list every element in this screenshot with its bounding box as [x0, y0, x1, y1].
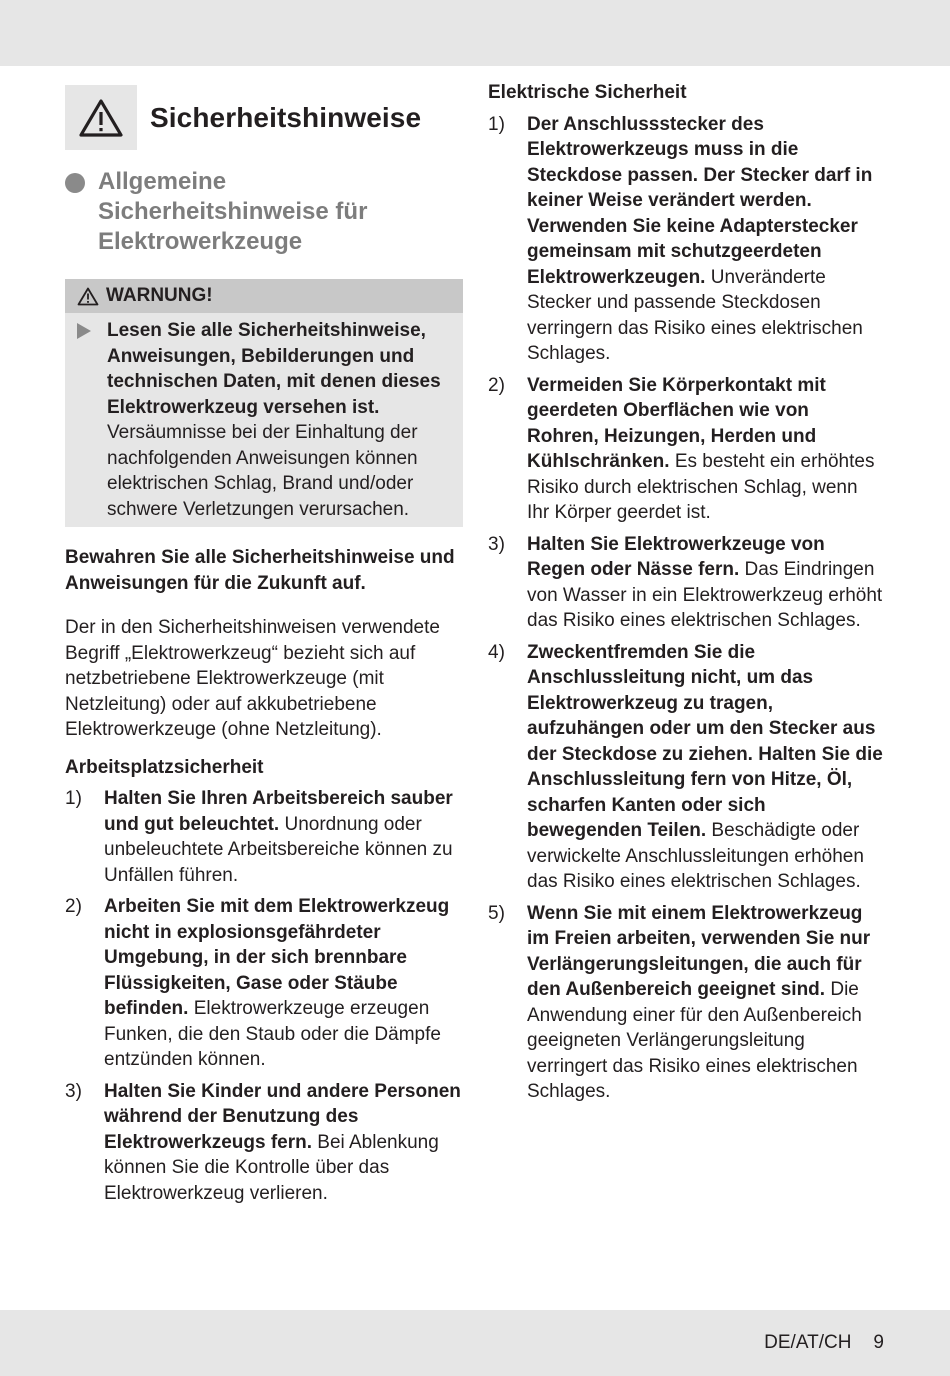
bullet-dot-icon	[65, 173, 85, 193]
list-item	[65, 894, 463, 1073]
list-item	[65, 1079, 463, 1207]
header-band	[0, 0, 950, 66]
list-number: 1)	[488, 113, 505, 135]
footer-region: DE/AT/CH	[764, 1332, 852, 1353]
list-number: 3)	[65, 1080, 82, 1102]
keep-notice: Bewahren Sie alle Sicherheitshinweise und Anweisungen für die Zukunft auf.	[65, 547, 455, 594]
warning-header	[65, 279, 463, 313]
list-number: 4)	[488, 641, 505, 663]
item-plain-text: Bei Ablenkung können Sie die Kontrolle über das Elektrowerkzeug verlieren.	[104, 1131, 439, 1204]
item-bold-text: Vermeiden Sie Körperkontakt mit geerdeten Oberflächen wie von Rohren, Heizungen, Herden und Kühlschränken.	[527, 374, 826, 472]
item-bold-text: Halten Sie Elektrowerkzeuge von Regen oder Nässe fern.	[527, 533, 825, 580]
item-bold-text: Zweckentfremden Sie die Anschlussleitung nicht, um das Elektrowerkzeug zu tragen, aufzuhängen oder um den Stecker aus der Steckdose zu ziehen. Halten Sie die Anschlussleitung fern von Hitze, Öl, scharfen Kanten oder sich bewegenden Teilen.	[527, 641, 883, 841]
item-plain-text: Elektrowerkzeuge erzeugen Funken, die den Staub oder die Dämpfe entzünden können.	[104, 998, 441, 1070]
list-number: 1)	[65, 788, 82, 809]
warning-bold-text: Lesen Sie alle Sicherheitshinweise, Anweisungen, Bebilderungen und technischen Daten, mit denen dieses Elektrowerkzeug versehen ist.	[107, 320, 441, 418]
item-bold-text: Halten Sie Kinder und andere Personen während der Benutzung des Elektrowerkzeugs fern.	[104, 1080, 461, 1153]
item-plain-text: Es besteht ein erhöhtes Risiko durch elektrischen Schlag, wenn Ihr Körper geerdet ist.	[527, 451, 875, 523]
warning-text	[107, 318, 451, 522]
list-item	[488, 373, 883, 526]
list-item	[488, 901, 883, 1105]
list-number: 5)	[488, 902, 505, 924]
list-number: 2)	[488, 374, 505, 396]
warning-body	[65, 313, 463, 527]
list-item	[488, 532, 883, 634]
list-number: 2)	[65, 896, 82, 917]
item-plain-text: Unveränderte Stecker und passende Steckdosen verringern das Risiko eines elektrischen Schlages.	[527, 266, 863, 364]
section-subtitle	[65, 167, 463, 257]
list-number: 3)	[488, 533, 505, 555]
warning-label: WARNUNG!	[106, 285, 213, 306]
right-column	[488, 80, 883, 1105]
item-bold-text: Wenn Sie mit einem Elektrowerkzeug im Freien arbeiten, verwenden Sie nur Verlängerungsleitungen, die auch für den Außenbereich geeignet sind.	[527, 902, 871, 1000]
arrow-right-icon	[77, 323, 91, 339]
definition-paragraph: Der in den Sicherheitshinweisen verwendete Begriff „Elektrowerkzeug“ bezieht sich auf netzbetriebene Elektrowerkzeuge (mit Netzleitung) oder auf akkubetriebene Elektrowerkzeuge (ohne Netzleitung).	[65, 617, 440, 740]
subtitle-text: Allgemeine Sicherheitshinweise für Elektrowerkzeuge	[98, 168, 368, 255]
workplace-heading: Arbeitsplatzsicherheit	[65, 756, 264, 778]
item-bold-text: Halten Sie Ihren Arbeitsbereich sauber und gut beleuchtet.	[104, 788, 453, 835]
item-bold-text: Der Anschlussstecker des Elektrowerkzeugs muss in die Steckdose passen. Der Stecker darf in keiner Weise verändert werden. Verwenden Sie keine Adapterstecker gemeinsam mit schutzgeerdeten Elektrowerkzeugen.	[527, 113, 873, 288]
footer	[764, 1332, 884, 1354]
item-plain-text: Das Eindringen von Wasser in ein Elektrowerkzeug erhöht das Risiko eines elektrischen Schlages.	[527, 559, 883, 631]
electrical-heading: Elektrische Sicherheit	[488, 82, 687, 103]
list-item	[65, 786, 463, 888]
item-plain-text: Unordnung oder unbeleuchtete Arbeitsbereiche können zu Unfällen führen.	[104, 813, 453, 886]
warning-small-icon	[77, 287, 99, 306]
warning-box	[65, 279, 463, 527]
warning-plain-text: Versäumnisse bei der Einhaltung der nachfolgenden Anweisungen können elektrischen Schlag, Brand und/oder schwere Verletzungen verursachen.	[107, 422, 418, 520]
list-item	[488, 112, 883, 367]
left-column	[65, 85, 463, 1206]
title-row	[65, 85, 463, 150]
list-item	[488, 640, 883, 895]
page-title: Sicherheitshinweise	[150, 101, 422, 133]
item-plain-text: Die Anwendung einer für den Außenbereich geeigneten Verlängerungsleitung verringert das Risiko eines elektrischen Schlages.	[527, 979, 862, 1102]
page-number: 9	[873, 1332, 884, 1353]
item-bold-text: Arbeiten Sie mit dem Elektrowerkzeug nicht in explosionsgefährdeter Umgebung, in der sich brennbare Flüssigkeiten, Gase oder Stäube befinden.	[104, 896, 450, 1019]
warning-triangle-icon	[65, 85, 137, 150]
item-plain-text: Beschädigte oder verwickelte Anschlussleitungen erhöhen das Risiko eines elektrischen Schlages.	[527, 820, 864, 892]
